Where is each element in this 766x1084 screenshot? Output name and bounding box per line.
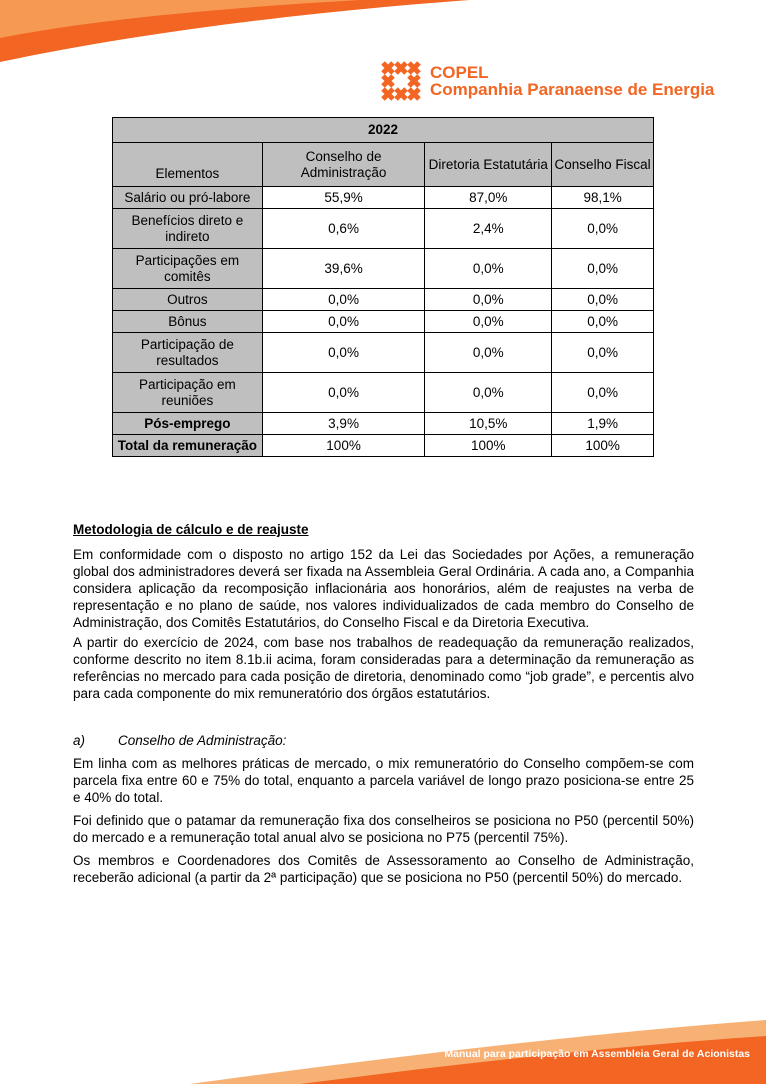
cell-value: 0,0% xyxy=(262,311,425,333)
cell-value: 0,0% xyxy=(425,333,552,373)
table-row xyxy=(113,435,654,457)
remuneration-table xyxy=(112,117,654,457)
cell-value: 0,0% xyxy=(552,373,654,413)
col-header-conselho-fiscal: Conselho Fiscal xyxy=(552,143,654,187)
cell-value: 55,9% xyxy=(262,187,425,209)
row-label: Total da remuneração xyxy=(113,435,263,457)
cell-value: 1,9% xyxy=(552,413,654,435)
row-label: Pós-emprego xyxy=(113,413,263,435)
cell-value: 0,0% xyxy=(425,249,552,289)
cell-value: 3,9% xyxy=(262,413,425,435)
section-heading: Metodologia de cálculo e de reajuste xyxy=(73,522,309,537)
item-letter: a) xyxy=(73,733,86,748)
row-label: Participação em reuniões xyxy=(113,373,263,413)
cell-value: 0,0% xyxy=(552,209,654,249)
cell-value: 100% xyxy=(425,435,552,457)
table-row xyxy=(113,187,654,209)
cell-value: 0,0% xyxy=(552,333,654,373)
paragraph-2: A partir do exercício de 2024, com base nos trabalhos de readequação da remuneração realizados, conforme descrito no item 8.1b.ii acima, foram consideradas para a determinação da remuneração as referências no mercado para cada posição de diretoria, denominado como “job grade”, e percentis alvo para cada componente do mix remuneratório dos órgãos estatutários. xyxy=(73,635,694,701)
cell-value: 0,0% xyxy=(262,333,425,373)
paragraph-3: Em linha com as melhores práticas de mercado, o mix remuneratório do Conselho compõem-se com parcela fixa entre 60 e 75% do total, enquanto a parcela variável de longo prazo posiciona-se entre 25 e 40% do total. xyxy=(73,756,694,805)
cell-value: 0,0% xyxy=(552,249,654,289)
cell-value: 0,0% xyxy=(425,373,552,413)
cell-value: 87,0% xyxy=(425,187,552,209)
table-row xyxy=(113,413,654,435)
cell-value: 0,0% xyxy=(552,289,654,311)
cell-value: 0,0% xyxy=(262,373,425,413)
col-header-diretoria: Diretoria Estatutária xyxy=(425,143,552,187)
cell-value: 98,1% xyxy=(552,187,654,209)
table-row xyxy=(113,289,654,311)
row-label: Outros xyxy=(113,289,263,311)
cell-value: 0,0% xyxy=(425,311,552,333)
table-row xyxy=(113,249,654,289)
row-label: Participação de resultados xyxy=(113,333,263,373)
brand-name: COPEL xyxy=(430,63,489,82)
cell-value: 0,0% xyxy=(552,311,654,333)
footer-text: Manual para participação em Assembleia Geral de Acionistas xyxy=(444,1048,750,1060)
paragraph-5: Os membros e Coordenadores dos Comitês de Assessoramento ao Conselho de Administração, receberão adicional (a partir da 2ª participação) que se posiciona no P50 (percentil 50%) do mercado. xyxy=(73,853,694,885)
paragraph-1: Em conformidade com o disposto no artigo 152 da Lei das Sociedades por Ações, a remuneração global dos administradores deverá ser fixada na Assembleia Geral Ordinária. A cada ano, a Companhia considera aplicação da recomposição inflacionária aos honorários, além de reajustes na verba de representação e no plano de saúde, nos valores individualizados de cada membro do Conselho de Administração, dos Comitês Estatutários, do Conselho Fiscal e da Diretoria Executiva. xyxy=(73,547,694,630)
cell-value: 0,0% xyxy=(262,289,425,311)
cell-value: 39,6% xyxy=(262,249,425,289)
item-a-heading xyxy=(73,733,286,748)
brand-full-name: Companhia Paranaense de Energia xyxy=(430,80,715,99)
row-label: Bônus xyxy=(113,311,263,333)
table-row xyxy=(113,311,654,333)
cell-value: 100% xyxy=(262,435,425,457)
row-label: Salário ou pró-labore xyxy=(113,187,263,209)
cell-value: 0,6% xyxy=(262,209,425,249)
item-title: Conselho de Administração: xyxy=(118,733,287,748)
row-label: Benefícios direto e indireto xyxy=(113,209,263,249)
footer-swoosh xyxy=(0,1010,766,1084)
cell-value: 10,5% xyxy=(425,413,552,435)
table-row xyxy=(113,209,654,249)
copel-logo-icon xyxy=(380,60,422,102)
cell-value: 100% xyxy=(552,435,654,457)
table-row xyxy=(113,373,654,413)
table-row xyxy=(113,333,654,373)
copel-logo xyxy=(380,60,714,102)
cell-value: 2,4% xyxy=(425,209,552,249)
table-year: 2022 xyxy=(113,118,654,143)
row-label: Participações em comitês xyxy=(113,249,263,289)
col-header-elementos: Elementos xyxy=(113,143,263,187)
cell-value: 0,0% xyxy=(425,289,552,311)
col-header-conselho-admin: Conselho de Administração xyxy=(262,143,425,187)
paragraph-4: Foi definido que o patamar da remuneração fixa dos conselheiros se posiciona no P50 (percentil 50%) do mercado e a remuneração total anual alvo se posiciona no P75 (percentil 75%). xyxy=(73,813,694,845)
